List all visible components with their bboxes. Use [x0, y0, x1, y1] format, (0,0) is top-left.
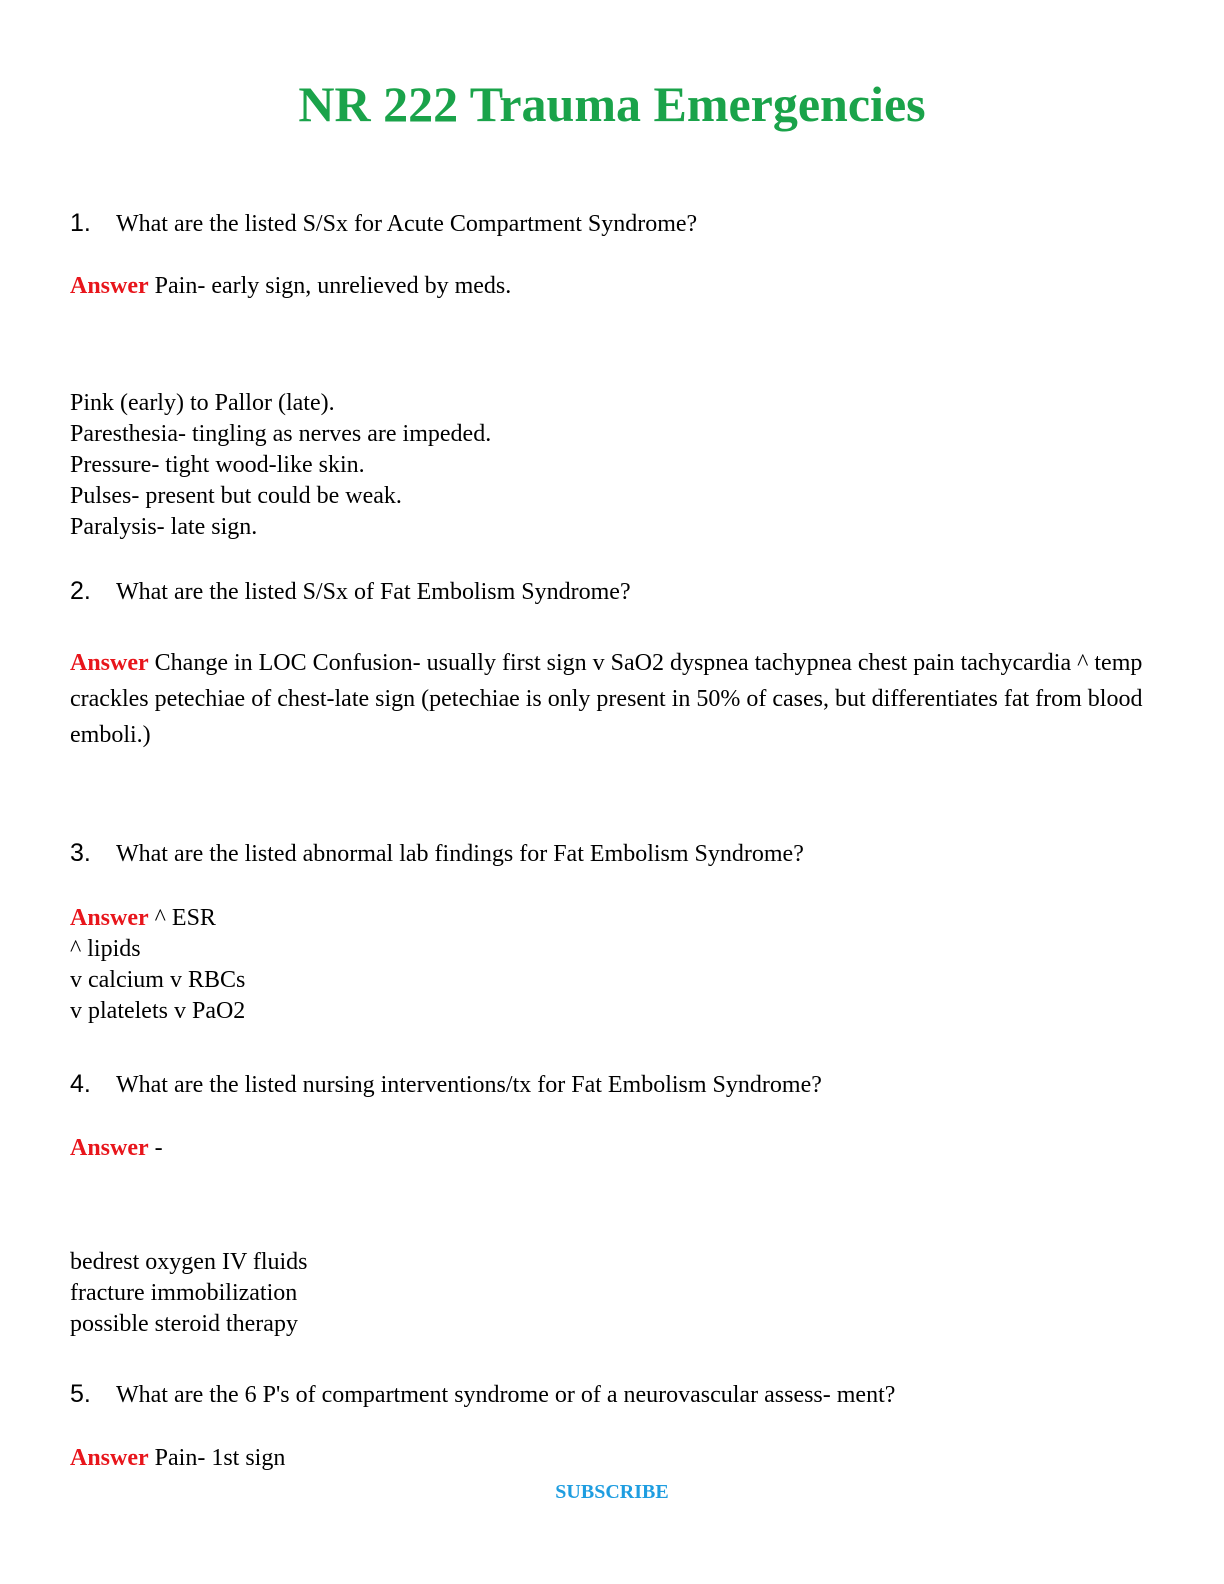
question-text: What are the listed S/Sx for Acute Compartment Syndrome?	[116, 211, 698, 237]
answer-text: -	[154, 1135, 163, 1161]
answer-text: Pain- early sign, unrelieved by meds.	[154, 273, 512, 299]
list-item: fracture immobilization	[70, 1280, 298, 1306]
question-text: What are the listed S/Sx of Fat Embolism Syndrome?	[116, 579, 631, 605]
question-number: 1.	[70, 209, 91, 237]
answer-label: Answer	[70, 650, 149, 676]
question-3	[70, 838, 804, 869]
answer-label: Answer	[70, 1135, 149, 1161]
answer-2	[70, 645, 1160, 753]
answer-5-first	[70, 1443, 1160, 1474]
question-number: 2.	[70, 577, 91, 605]
answer-text: Change in LOC Confusion- usually first sign v SaO2 dyspnea tachypnea chest pain tachycardia ^ temp crackles petechiae of chest-late sign (petechiae is only present in 50% of cases, but differentiates fat from blood emboli.)	[70, 650, 1143, 748]
document-title: NR 222 Trauma Emergencies	[298, 76, 926, 132]
answer-4-list	[70, 1247, 308, 1340]
answer-label: Answer	[70, 1445, 149, 1471]
list-item: v calcium v RBCs	[70, 967, 246, 993]
question-number: 3.	[70, 839, 91, 867]
list-item: Pink (early) to Pallor (late).	[70, 390, 335, 416]
list-item: Paresthesia- tingling as nerves are impeded.	[70, 421, 492, 447]
list-item: v platelets v PaO2	[70, 998, 246, 1024]
question-2	[70, 576, 631, 607]
question-number: 4.	[70, 1070, 91, 1098]
question-4	[70, 1069, 822, 1100]
question-1	[70, 208, 697, 239]
list-item: ^ lipids	[70, 936, 141, 962]
answer-text: ^ ESR	[154, 905, 216, 931]
answer-label: Answer	[70, 905, 149, 931]
question-text: What are the 6 P's of compartment syndrome or of a neurovascular assess- ment?	[116, 1382, 896, 1408]
question-5	[70, 1379, 895, 1410]
answer-3	[70, 903, 245, 1027]
answer-1-first	[70, 271, 1160, 302]
answer-label: Answer	[70, 273, 149, 299]
subscribe-link[interactable]: SUBSCRIBE	[555, 1481, 669, 1503]
list-item: Paralysis- late sign.	[70, 514, 258, 540]
answer-4-first	[70, 1133, 1160, 1164]
question-text: What are the listed nursing interventions/tx for Fat Embolism Syndrome?	[116, 1072, 822, 1098]
list-item: Pressure- tight wood-like skin.	[70, 452, 365, 478]
question-text: What are the listed abnormal lab findings for Fat Embolism Syndrome?	[116, 841, 804, 867]
answer-first-line	[70, 903, 245, 934]
answer-text: Pain- 1st sign	[154, 1445, 286, 1471]
list-item: possible steroid therapy	[70, 1311, 298, 1337]
list-item: Pulses- present but could be weak.	[70, 483, 402, 509]
answer-1-list	[70, 388, 491, 543]
list-item: bedrest oxygen IV fluids	[70, 1249, 308, 1275]
question-number: 5.	[70, 1380, 91, 1408]
